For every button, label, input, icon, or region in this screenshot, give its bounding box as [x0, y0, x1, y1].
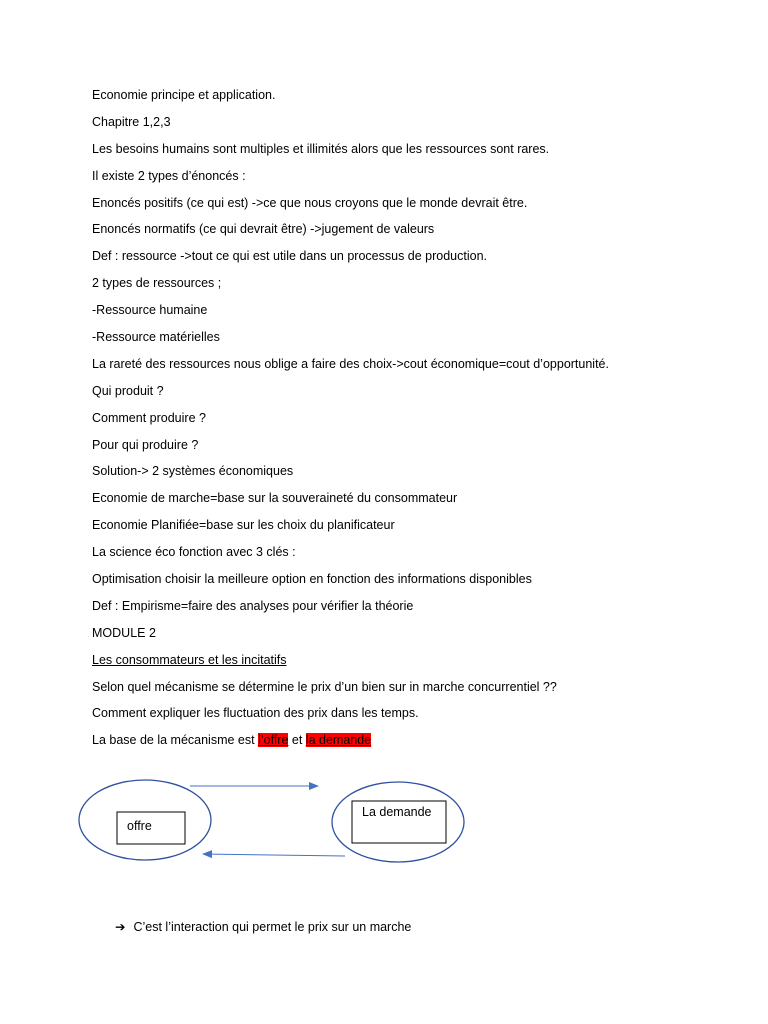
- line-fluctuation-question: Comment expliquer les fluctuation des prix dans les temps.: [92, 706, 419, 720]
- line-optimisation: Optimisation choisir la meilleure option en fonction des informations disponibles: [92, 572, 532, 586]
- line-module-2: MODULE 2: [92, 626, 156, 640]
- line-scarcity: La rareté des ressources nous oblige a faire des choix->cout économique=cout d’opportunité.: [92, 357, 609, 371]
- line-normative-statements: Enoncés normatifs (ce qui devrait être) ->jugement de valeurs: [92, 222, 435, 236]
- line-human-resource: -Ressource humaine: [92, 303, 208, 317]
- interaction-text: C’est l’interaction qui permet le prix sur un marche: [133, 920, 412, 934]
- line-resource-def: Def : ressource ->tout ce qui est utile dans un processus de production.: [92, 249, 488, 263]
- line-title: Economie principe et application.: [92, 88, 276, 102]
- arrow-to-offre: [203, 854, 345, 856]
- demande-label: La demande: [362, 805, 432, 819]
- line-mechanism-question: Selon quel mécanisme se détermine le prix d’un bien sur in marche concurrentiel ??: [92, 680, 557, 694]
- line-resource-types: 2 types de ressources ;: [92, 276, 222, 290]
- basis-prefix: La base de la mécanisme est: [92, 733, 259, 747]
- line-basis: [92, 732, 371, 748]
- line-who-produces: Qui produit ?: [92, 384, 164, 398]
- line-for-whom: Pour qui produire ?: [92, 438, 199, 452]
- line-planned-economy: Economie Planifiée=base sur les choix du planificateur: [92, 518, 395, 532]
- line-needs: Les besoins humains sont multiples et illimités alors que les ressources sont rares.: [92, 142, 550, 156]
- arrow-right-icon: ➔: [115, 920, 126, 934]
- line-market-economy: Economie de marche=base sur la souveraineté du consommateur: [92, 491, 458, 505]
- line-positive-statements: Enoncés positifs (ce qui est) ->ce que nous croyons que le monde devrait être.: [92, 196, 528, 210]
- supply-demand-diagram: [0, 760, 768, 880]
- line-solution: Solution-> 2 systèmes économiques: [92, 464, 294, 478]
- highlight-offre: l’offre: [258, 733, 289, 747]
- line-chapter: Chapitre 1,2,3: [92, 115, 171, 129]
- basis-middle: et: [288, 733, 306, 747]
- line-science-keys: La science éco fonction avec 3 clés :: [92, 545, 296, 559]
- highlight-demande: la demande: [305, 733, 372, 747]
- interaction-bullet: [115, 919, 411, 935]
- line-material-resource: -Ressource matérielles: [92, 330, 220, 344]
- line-how-produce: Comment produire ?: [92, 411, 206, 425]
- line-consumers-heading: Les consommateurs et les incitatifs: [92, 653, 287, 667]
- line-empiricism: Def : Empirisme=faire des analyses pour vérifier la théorie: [92, 599, 414, 613]
- offre-label: offre: [127, 819, 152, 833]
- line-statement-types: Il existe 2 types d’énoncés :: [92, 169, 246, 183]
